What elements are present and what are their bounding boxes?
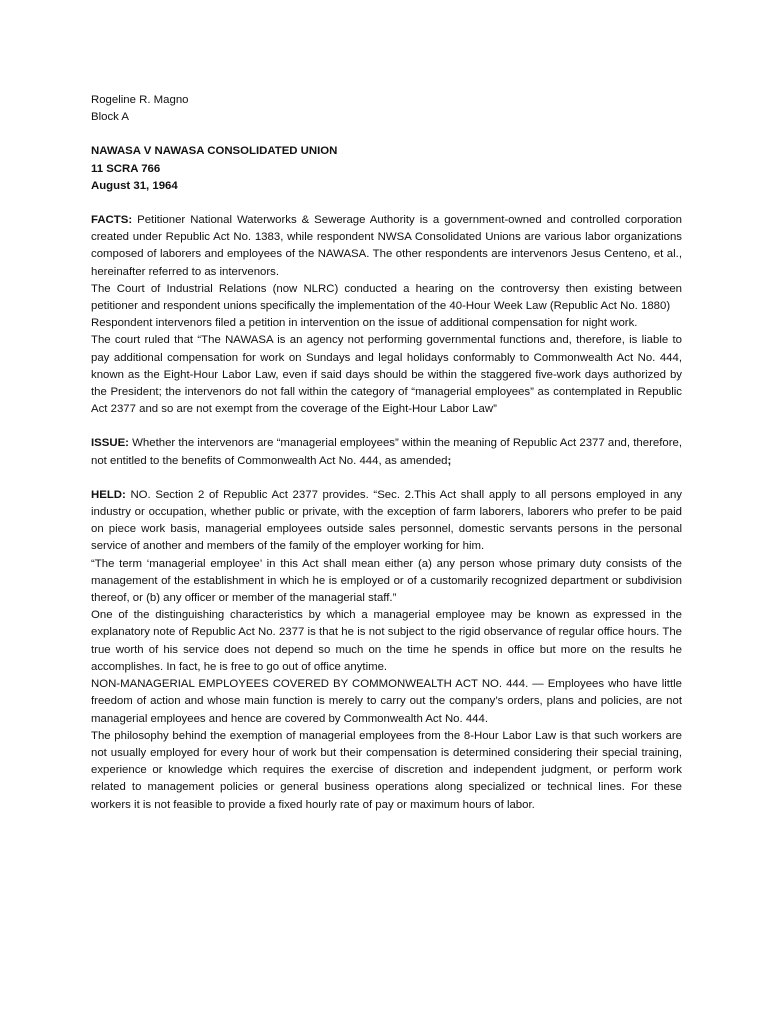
issue-text: Whether the intervenors are “managerial employees” within the meaning of Republic Act 2377 and, therefore, not entitled to the benefits of Commonwealth Act No. 444, as amended xyxy=(91,437,682,467)
issue-label: ISSUE: xyxy=(91,437,129,450)
author-header xyxy=(91,92,682,126)
held-paragraph-5: The philosophy behind the exemption of managerial employees from the 8-Hour Labor Law is that such workers are not usually employed for every hour of work but their compensation is determined considering their special training, experience or knowledge which requires the exercise of discretion and independent judgment, or perform work related to management policies or general business operations along specialized or technical lines. For these workers it is not feasible to provide a fixed hourly rate of pay or maximum hours of labor. xyxy=(91,729,682,811)
case-heading xyxy=(91,143,682,195)
facts-paragraph-2: The Court of Industrial Relations (now NLRC) conducted a hearing on the controversy then existing between petitioner and respondent unions specifically the implementation of the 40-Hour Week Law (Republic Act No. 1880) xyxy=(91,282,682,313)
facts-label: FACTS: xyxy=(91,214,133,227)
facts-section xyxy=(91,212,682,418)
facts-paragraph-3: Respondent intervenors filed a petition in intervention on the issue of additional compensation for night work. xyxy=(91,317,638,330)
facts-paragraph-1 xyxy=(91,212,682,281)
held-label: HELD: xyxy=(91,488,126,501)
held-paragraph-3: One of the distinguishing characteristics by which a managerial employee may be known as expressed in the explanatory note of Republic Act No. 2377 is that he is not subject to the rigid observance of regular office hours. The true worth of his service does not depend so much on the time he spends in office but more on the results he accomplishes. In fact, he is free to go out of office anytime. xyxy=(91,609,682,673)
case-title: NAWASA V NAWASA CONSOLIDATED UNION xyxy=(91,145,338,158)
author-name: Rogeline R. Magno xyxy=(91,94,189,106)
held-section xyxy=(91,487,682,814)
held-paragraph-2: “The term ‘managerial employee’ in this Act shall mean either (a) any person whose primary duty consists of the management of the establishment in which he is employed or of a customarily recognized department or subdivision thereof, or (b) any officer or member of the managerial staff.” xyxy=(91,557,682,605)
issue-semicolon: ; xyxy=(447,454,452,467)
held-paragraph-1 xyxy=(91,487,682,556)
facts-text-1: Petitioner National Waterworks & Sewerage Authority is a government-owned and controlled corporation created under Republic Act No. 1383, while respondent NWSA Consolidated Unions are various labor organizations composed of laborers and employees of the NAWASA. The other respondents are intervenors Jesus Centeno, et al., hereinafter referred to as intervenors. xyxy=(91,214,682,278)
author-block: Block A xyxy=(91,111,129,124)
case-date: August 31, 1964 xyxy=(91,179,178,192)
case-citation: 11 SCRA 766 xyxy=(91,162,161,175)
held-text-1: NO. Section 2 of Republic Act 2377 provides. “Sec. 2.This Act shall apply to all persons employed in any industry or occupation, whether public or private, with the exception of farm laborers, laborers who prefer to be paid on piece work basis, managerial employees outside sales personnel, domestic servants persons in the personal service of another and members of the family of the employer working for him. xyxy=(91,488,682,553)
held-paragraph-4: NON-MANAGERIAL EMPLOYEES COVERED BY COMMONWEALTH ACT NO. 444. — Employees who have little freedom of action and whose main function is merely to carry out the company’s orders, plans and policies, are not managerial employees and hence are covered by Commonwealth Act No. 444. xyxy=(91,678,682,725)
issue-section xyxy=(91,435,682,469)
facts-paragraph-4: The court ruled that “The NAWASA is an agency not performing governmental functions and, therefore, is liable to pay additional compensation for work on Sundays and legal holidays conformably to Commonwealth Act No. 444, known as the Eight-Hour Labor Law, even if said days should be within the staggered five-work days authorized by the President; the intervenors do not fall within the category of “managerial employees” as contemplated in Republic Act 2377 and so are not exempt from the coverage of the Eight-Hour Labor Law” xyxy=(91,334,682,416)
issue-paragraph xyxy=(91,435,682,469)
